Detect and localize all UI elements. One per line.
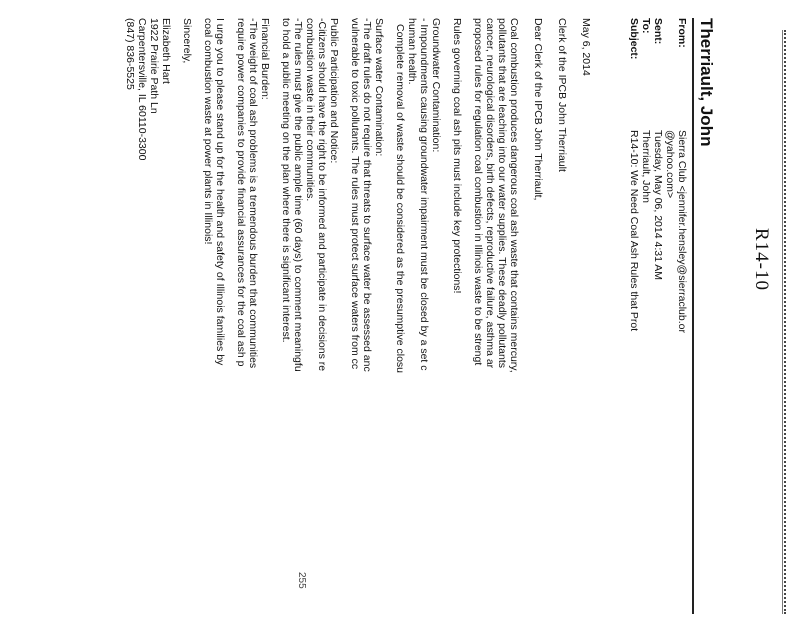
surface-line: vulnerable to toxic pollutants. The rules must protect surface waters from cc — [349, 18, 361, 370]
to-row — [640, 18, 652, 333]
from-row-continued — [664, 18, 676, 333]
signature-street: 1922 Prairie Path Ln — [148, 18, 160, 114]
salutation: Dear Clerk of the IPCB John Therriault, — [532, 18, 544, 201]
to-value: Therriault, John — [640, 130, 652, 203]
intro-line: cancer, neurological disorders, birth defects, reproductive failure, asthma ar — [484, 18, 496, 369]
participation-heading: Public Participation and Notice: — [328, 18, 340, 164]
to-label: To: — [640, 18, 652, 34]
closing-line: I urge you to please stand up for the health and safety of Illinois families by — [214, 18, 226, 366]
subject-label: Subject: — [628, 18, 640, 60]
letter-date: May 6, 2014 — [580, 18, 592, 76]
surface-line: -The draft rules do not require that threats to surface water be assessed anc — [361, 18, 373, 372]
signoff: Sincerely, — [181, 18, 193, 64]
from-value: Sierra Club <jennifer.hensley@sierraclub.or — [676, 130, 688, 333]
groundwater-line: Complete removal of waste should be considered as the presumptive closu — [394, 24, 406, 374]
sender-divider — [692, 18, 694, 614]
sender-name: Therriault, John — [697, 18, 716, 147]
signature-name: Elizabeth Hart — [160, 18, 172, 84]
signature-phone: (847) 836-5525 — [124, 18, 136, 90]
docket-label: R14-10 — [751, 228, 772, 291]
participation-line: combustion waste in their communities. — [304, 18, 316, 202]
participation-line: -Citizens should have the right to be informed and participate in decisions re — [316, 18, 328, 372]
participation-line: to hold a public meeting on the plan where there is significant interest. — [280, 18, 292, 343]
financial-heading: Financial Burden: — [259, 18, 271, 100]
from-value-continued: @yahoo.com> — [664, 130, 676, 199]
groundwater-line: - Impoundments causing groundwater impairment must be closed by a set c — [418, 18, 430, 371]
closing-line: coal combustion waste at power plants in Illinois! — [202, 18, 214, 245]
subject-row — [628, 18, 640, 333]
top-dotted-rule — [784, 30, 786, 614]
surface-heading: Surface water Contamination: — [373, 18, 385, 157]
recipient-line: Clerk of the IPCB John Therriault — [556, 18, 568, 172]
intro-line: Coal combustion produces dangerous coal ash waste that contains mercury, — [508, 18, 520, 373]
from-label: From: — [676, 18, 688, 48]
sent-value: Tuesday, May 06, 2014 4:31 AM — [652, 130, 664, 281]
groundwater-heading: Groundwater Contamination: — [430, 18, 442, 153]
page-number: 255 — [296, 572, 307, 589]
participation-line: -The rules must give the public ample time (60 days) to comment meaningfu — [292, 18, 304, 372]
subject-value: R14-10: We Need Coal Ash Rules that Prot — [628, 130, 640, 332]
top-solid-rule — [782, 30, 783, 614]
intro-line: proposed rules for regulation coal combustion in Illinois waste to be strengt — [472, 18, 484, 366]
email-header — [628, 18, 688, 333]
letter-body — [124, 18, 592, 618]
groundwater-line: human health. — [406, 18, 418, 85]
from-row — [676, 18, 688, 333]
key-protections-line: Rules governing coal ash pits must include key protections! — [451, 18, 463, 294]
sent-label: Sent: — [652, 18, 664, 45]
sent-row — [652, 18, 664, 333]
financial-line: -The weight of coal ash problems is a tremendous burden that communities — [247, 18, 259, 369]
signature-city: Carpentersville, IL 60110-3300 — [136, 18, 148, 161]
financial-line: require power companies to provide financial assurances for the coal ash p — [235, 18, 247, 367]
intro-line: pollutants that are leaching into our water supplies. These deadly pollutants — [496, 18, 508, 369]
